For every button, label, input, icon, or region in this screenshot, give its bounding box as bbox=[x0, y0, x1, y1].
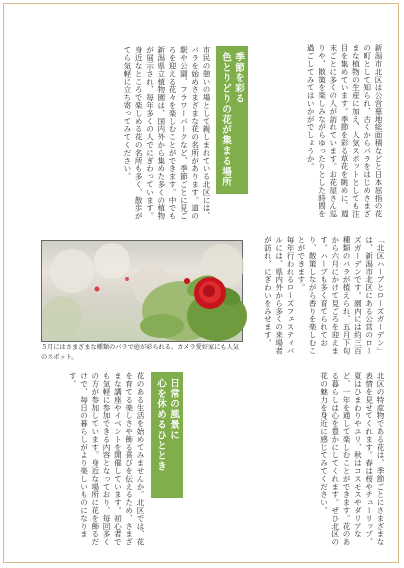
seasonal-text: 北区の特産物である花は、季節ごとにさまざまな表情を見せてくれます。春は桜やチューリップ、夏はひまわりやユリ、秋はコスモスやダリアなど、一年を通して楽しむことができます。花のある暮らしは心を豊かにしてくれます。ぜひ北区の花の魅力を身近に感じてみてください。 bbox=[319, 372, 385, 546]
top-section-text: 市民の憩いの場として親しまれている北区には、バラを始めさまざまな花の名所があります。道の駅や公園、フラワーパークなど、季節ごとに見ごろを迎える花々を楽しむことができます。中でも新潟県立植物園は、国内外から集めた多くの植物が展示され、毎年多くの人でにぎわっています。身近なところで楽しめる花の名所も多く、散歩がてら気軽に立ち寄ってみてください。 bbox=[122, 46, 211, 220]
heading-top-main: 季節を彩る bbox=[233, 52, 244, 104]
section-heading-bottom bbox=[151, 372, 183, 498]
photo-caption: ５月にはさまざまな種類のバラで庭が彩られる。カメラ愛好家にも人気のスポット。 bbox=[41, 344, 239, 361]
festival-text: 毎年行われるローズフェスティバルには、県内外から多くの来場者が訪れ、にぎわいをみせます。 bbox=[263, 236, 295, 355]
garden-text: 「北区ハーブとローズガーデン」は、新潟市北区にある公営のローズガーデンです。園内には約三百種類のバラが植えられ、五月下旬から六月にかけて見ごろを迎えます。ハーブも多く育てられており、散策しながら香りを楽しむことができます。 bbox=[296, 236, 385, 355]
heading-bottom-sub: 心を休めるひととき bbox=[155, 378, 166, 472]
rose-photo bbox=[41, 240, 243, 342]
document-page bbox=[3, 3, 399, 563]
heading-top-sub: 色とりどりの花が集まる場所 bbox=[220, 52, 231, 188]
rose-illustration bbox=[42, 241, 242, 341]
section-heading-top bbox=[216, 46, 248, 194]
bottom-section-text: 花のある生活を始めてみませんか。北区では、花を育てる楽しさや飾る喜びを伝えるため、さまざまな講座やイベントを開催しています。初心者でも気軽に参加できる内容となっており、毎回多くの方が参加しています。身近な場所に花を飾るだけで、毎日の暮らしがより楽しいものになります。 bbox=[68, 372, 145, 546]
heading-bottom-main: 日常の風景に bbox=[168, 378, 179, 441]
intro-text: 新潟市北区は公営墓地総面積などと日本屈指の花の町として知られ、古くからバラをはじめさまざまな植物の生産に加え、人気スポットとしても注目を集めています。季節を彩る草花を眺めに、週末ごとに多くの人が訪れています。お花屋さん巡りや、散策を楽しみながらゆったりとした時間を過ごしてみてはいかがでしょうか。 bbox=[306, 44, 383, 218]
